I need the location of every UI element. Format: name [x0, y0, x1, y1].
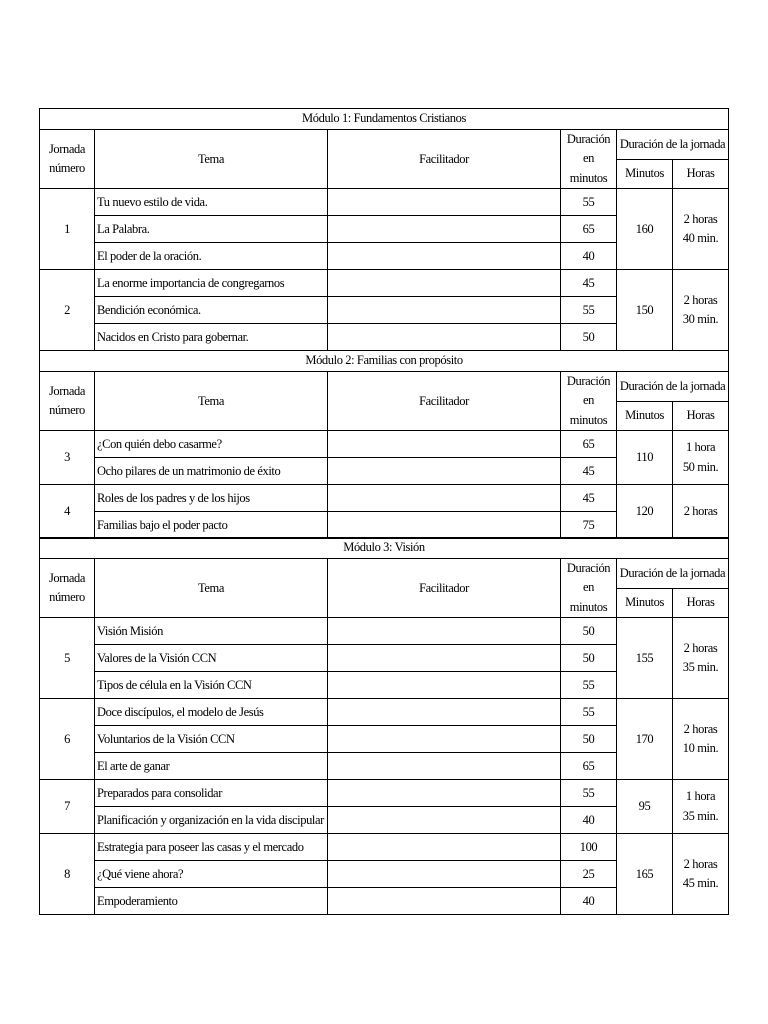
module-2-table — [39, 350, 728, 539]
facilitador-cell — [328, 861, 561, 888]
header-horas: Horas — [673, 159, 729, 189]
facilitador-cell — [328, 485, 561, 512]
module-title: Módulo 1: Fundamentos Cristianos — [40, 109, 729, 130]
jornada-horas: 2 horas 30 min. — [673, 270, 729, 351]
tema-cell: Doce discípulos, el modelo de Jesús — [95, 699, 328, 726]
module-title: Módulo 2: Familias con propósito — [40, 351, 729, 372]
duracion-cell: 50 — [561, 324, 617, 351]
tema-cell: ¿Con quién debo casarme? — [95, 431, 328, 458]
header-horas: Horas — [673, 588, 729, 618]
duracion-cell: 50 — [561, 618, 617, 645]
duracion-cell: 100 — [561, 834, 617, 861]
tema-cell: Voluntarios de la Visión CCN — [95, 726, 328, 753]
tema-cell: Ocho pilares de un matrimonio de éxito — [95, 458, 328, 485]
tema-cell: La enorme importancia de congregarnos — [95, 270, 328, 297]
header-duracion-jornada: Duración de la jornada — [617, 130, 729, 160]
facilitador-cell — [328, 431, 561, 458]
table-row — [40, 699, 729, 726]
tema-cell: Empoderamiento — [95, 888, 328, 915]
header-facilitador: Facilitador — [328, 559, 561, 618]
duracion-cell: 45 — [561, 270, 617, 297]
facilitador-cell — [328, 753, 561, 780]
header-duracion-jornada: Duración de la jornada — [617, 372, 729, 402]
table-row — [40, 270, 729, 297]
jornada-number: 1 — [40, 189, 95, 270]
jornada-minutos: 160 — [617, 189, 673, 270]
tema-cell: Visión Misión — [95, 618, 328, 645]
jornada-horas: 2 horas 45 min. — [673, 834, 729, 915]
duracion-cell: 45 — [561, 458, 617, 485]
duracion-cell: 40 — [561, 888, 617, 915]
header-minutos: Minutos — [617, 159, 673, 189]
facilitador-cell — [328, 618, 561, 645]
jornada-number: 3 — [40, 431, 95, 485]
jornada-minutos: 165 — [617, 834, 673, 915]
jornada-horas: 2 horas 10 min. — [673, 699, 729, 780]
header-minutos: Minutos — [617, 588, 673, 618]
jornada-horas: 2 horas — [673, 485, 729, 539]
header-jornada: Jornada número — [40, 372, 95, 431]
header-tema: Tema — [95, 559, 328, 618]
jornada-number: 5 — [40, 618, 95, 699]
facilitador-cell — [328, 888, 561, 915]
facilitador-cell — [328, 216, 561, 243]
duracion-cell: 40 — [561, 807, 617, 834]
header-facilitador: Facilitador — [328, 372, 561, 431]
tema-cell: El arte de ganar — [95, 753, 328, 780]
header-row — [40, 372, 729, 402]
duracion-cell: 75 — [561, 512, 617, 539]
facilitador-cell — [328, 726, 561, 753]
tema-cell: Familias bajo el poder pacto — [95, 512, 328, 539]
table-row — [40, 834, 729, 861]
header-duracion-minutos: Duración en minutos — [561, 559, 617, 618]
facilitador-cell — [328, 270, 561, 297]
table-row — [40, 189, 729, 216]
header-horas: Horas — [673, 401, 729, 431]
jornada-number: 8 — [40, 834, 95, 915]
jornada-horas: 1 hora 50 min. — [673, 431, 729, 485]
facilitador-cell — [328, 807, 561, 834]
facilitador-cell — [328, 512, 561, 539]
tema-cell: Tipos de célula en la Visión CCN — [95, 672, 328, 699]
duracion-cell: 40 — [561, 243, 617, 270]
facilitador-cell — [328, 243, 561, 270]
tema-cell: Nacidos en Cristo para gobernar. — [95, 324, 328, 351]
header-minutos: Minutos — [617, 401, 673, 431]
facilitador-cell — [328, 324, 561, 351]
jornada-number: 7 — [40, 780, 95, 834]
duracion-cell: 45 — [561, 485, 617, 512]
duracion-cell: 55 — [561, 189, 617, 216]
jornada-minutos: 170 — [617, 699, 673, 780]
tema-cell: Valores de la Visión CCN — [95, 645, 328, 672]
header-row — [40, 559, 729, 589]
jornada-minutos: 155 — [617, 618, 673, 699]
table-row — [40, 485, 729, 512]
module-title-row — [40, 538, 729, 559]
duracion-cell: 55 — [561, 297, 617, 324]
tema-cell: ¿Qué viene ahora? — [95, 861, 328, 888]
facilitador-cell — [328, 780, 561, 807]
jornada-number: 2 — [40, 270, 95, 351]
module-table — [39, 537, 729, 915]
header-jornada: Jornada número — [40, 559, 95, 618]
duracion-cell: 55 — [561, 780, 617, 807]
header-duracion-jornada: Duración de la jornada — [617, 559, 729, 589]
module-title-row — [40, 109, 729, 130]
tema-cell: El poder de la oración. — [95, 243, 328, 270]
facilitador-cell — [328, 672, 561, 699]
tema-cell: Tu nuevo estilo de vida. — [95, 189, 328, 216]
facilitador-cell — [328, 645, 561, 672]
facilitador-cell — [328, 834, 561, 861]
header-facilitador: Facilitador — [328, 130, 561, 189]
header-jornada: Jornada número — [40, 130, 95, 189]
facilitador-cell — [328, 297, 561, 324]
duracion-cell: 65 — [561, 431, 617, 458]
header-duracion-minutos: Duración en minutos — [561, 372, 617, 431]
jornada-minutos: 150 — [617, 270, 673, 351]
tema-cell: Bendición económica. — [95, 297, 328, 324]
jornada-number: 6 — [40, 699, 95, 780]
duracion-cell: 55 — [561, 699, 617, 726]
jornada-minutos: 95 — [617, 780, 673, 834]
jornada-horas: 2 horas 40 min. — [673, 189, 729, 270]
header-tema: Tema — [95, 372, 328, 431]
duracion-cell: 25 — [561, 861, 617, 888]
duracion-cell: 65 — [561, 753, 617, 780]
facilitador-cell — [328, 699, 561, 726]
header-tema: Tema — [95, 130, 328, 189]
module-title: Módulo 3: Visión — [40, 538, 729, 559]
module-table — [39, 350, 729, 539]
duracion-cell: 65 — [561, 216, 617, 243]
header-row — [40, 130, 729, 160]
jornada-horas: 1 hora 35 min. — [673, 780, 729, 834]
header-duracion-minutos: Duración en minutos — [561, 130, 617, 189]
facilitador-cell — [328, 458, 561, 485]
jornada-number: 4 — [40, 485, 95, 539]
module-title-row — [40, 351, 729, 372]
facilitador-cell — [328, 189, 561, 216]
table-row — [40, 618, 729, 645]
jornada-minutos: 120 — [617, 485, 673, 539]
table-row — [40, 431, 729, 458]
tema-cell: La Palabra. — [95, 216, 328, 243]
tema-cell: Roles de los padres y de los hijos — [95, 485, 328, 512]
duracion-cell: 55 — [561, 672, 617, 699]
jornada-minutos: 110 — [617, 431, 673, 485]
tema-cell: Estrategia para poseer las casas y el mercado — [95, 834, 328, 861]
module-3-table — [39, 537, 728, 915]
table-row — [40, 780, 729, 807]
module-table — [39, 108, 729, 351]
tema-cell: Preparados para consolidar — [95, 780, 328, 807]
tema-cell: Planificación y organización en la vida discipular — [95, 807, 328, 834]
jornada-horas: 2 horas 35 min. — [673, 618, 729, 699]
duracion-cell: 50 — [561, 645, 617, 672]
duracion-cell: 50 — [561, 726, 617, 753]
module-1-table — [39, 108, 728, 351]
